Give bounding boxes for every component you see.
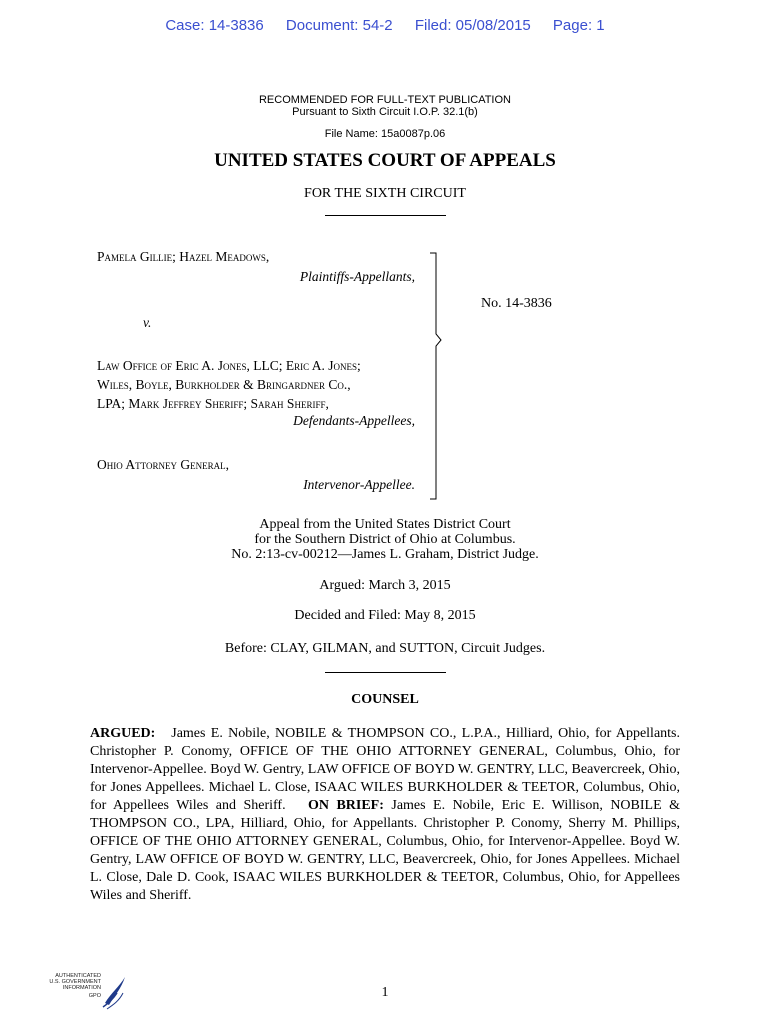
on-brief-label: ON BRIEF:	[307, 798, 384, 813]
court-circuit: FOR THE SIXTH CIRCUIT	[304, 186, 466, 201]
defendants-line-1: Law Office of Eric A. Jones, LLC; Eric A. Jones;	[97, 358, 361, 373]
versus: v.	[143, 315, 152, 330]
file-name: File Name: 15a0087p.06	[324, 128, 446, 140]
defendants-line-2: Wiles, Boyle, Burkholder & Bringardner Co.,	[97, 377, 351, 392]
caption-bracket	[428, 252, 448, 502]
counsel-heading: COUNSEL	[351, 692, 419, 707]
argued-date: Argued: March 3, 2015	[319, 578, 451, 593]
argued-counsel: James E. Nobile, NOBILE & THOMPSON CO., L.P.A., Hilliard, Ohio, for Appellants. Christopher P. Conomy, OFFICE OF THE OHIO ATTORNEY GENERAL, Columbus, Ohio, for Intervenor-Appellee. Boyd W. Gentry, LAW OFFICE OF BOYD W. GENTRY, LLC, Beavercreek, Ohio, for Jones Appellees. Michael L. Close, ISAAC WILES BURKHOLDER & TEETOR, Columbus, Ohio, for Appellees Wiles and Sheriff.	[90, 726, 680, 813]
case-number: No. 14-3836	[481, 296, 552, 311]
argued-label: ARGUED:	[90, 726, 156, 741]
intervenor-name: Ohio Attorney General,	[97, 457, 229, 472]
court-title: UNITED STATES COURT OF APPEALS	[214, 150, 556, 171]
intervenor-role: Intervenor-Appellee.	[303, 477, 415, 492]
publication-recommendation: RECOMMENDED FOR FULL-TEXT PUBLICATION	[258, 94, 511, 106]
counsel-paragraph	[90, 725, 680, 905]
filing-stamp-header	[0, 17, 770, 34]
defendants-role: Defendants-Appellees,	[293, 413, 415, 428]
panel-judges: Before: CLAY, GILMAN, and SUTTON, Circuit Judges.	[224, 641, 546, 656]
plaintiffs-names: Pamela Gillie; Hazel Meadows,	[97, 249, 270, 264]
gpo-authentication-seal	[43, 973, 133, 1013]
appeal-line-3: No. 2:13-cv-00212—James L. Graham, District Judge.	[231, 547, 539, 562]
gpo-seal-text: AUTHENTICATED U.S. GOVERNMENT INFORMATION GPO	[49, 973, 101, 999]
gpo-eagle-icon	[101, 973, 129, 1011]
judges-divider	[325, 672, 446, 673]
title-divider	[325, 215, 446, 216]
document-stamp: Document: 54-2	[285, 17, 393, 34]
appeal-line-1: Appeal from the United States District Court	[259, 517, 511, 532]
filed-stamp: Filed: 05/08/2015	[414, 17, 531, 34]
case-stamp: Case: 14-3836	[165, 17, 264, 34]
page-stamp: Page: 1	[552, 17, 605, 34]
on-brief-counsel: James E. Nobile, Eric E. Willison, NOBILE & THOMPSON CO., LPA, Hilliard, Ohio, for Appellants. Christopher P. Conomy, Sherry M. Phillips, OFFICE OF THE OHIO ATTORNEY GENERAL, Columbus, Ohio, for Intervenor-Appellee. Boyd W. Gentry, LAW OFFICE OF BOYD W. GENTRY, LLC, Beavercreek, Ohio, for Jones Appellees. Michael L. Close, Dale D. Cook, ISAAC WILES BURKHOLDER & TEETOR, Columbus, Ohio, for Appellees Wiles and Sheriff.	[90, 798, 681, 903]
plaintiffs-role: Plaintiffs-Appellants,	[299, 269, 415, 284]
publication-rule: Pursuant to Sixth Circuit I.O.P. 32.1(b)	[292, 106, 478, 118]
page-number: 1	[381, 985, 389, 1000]
decided-date: Decided and Filed: May 8, 2015	[294, 608, 476, 623]
defendants-line-3: LPA; Mark Jeffrey Sheriff; Sarah Sheriff,	[97, 396, 329, 411]
appeal-line-2: for the Southern District of Ohio at Columbus.	[254, 532, 516, 547]
